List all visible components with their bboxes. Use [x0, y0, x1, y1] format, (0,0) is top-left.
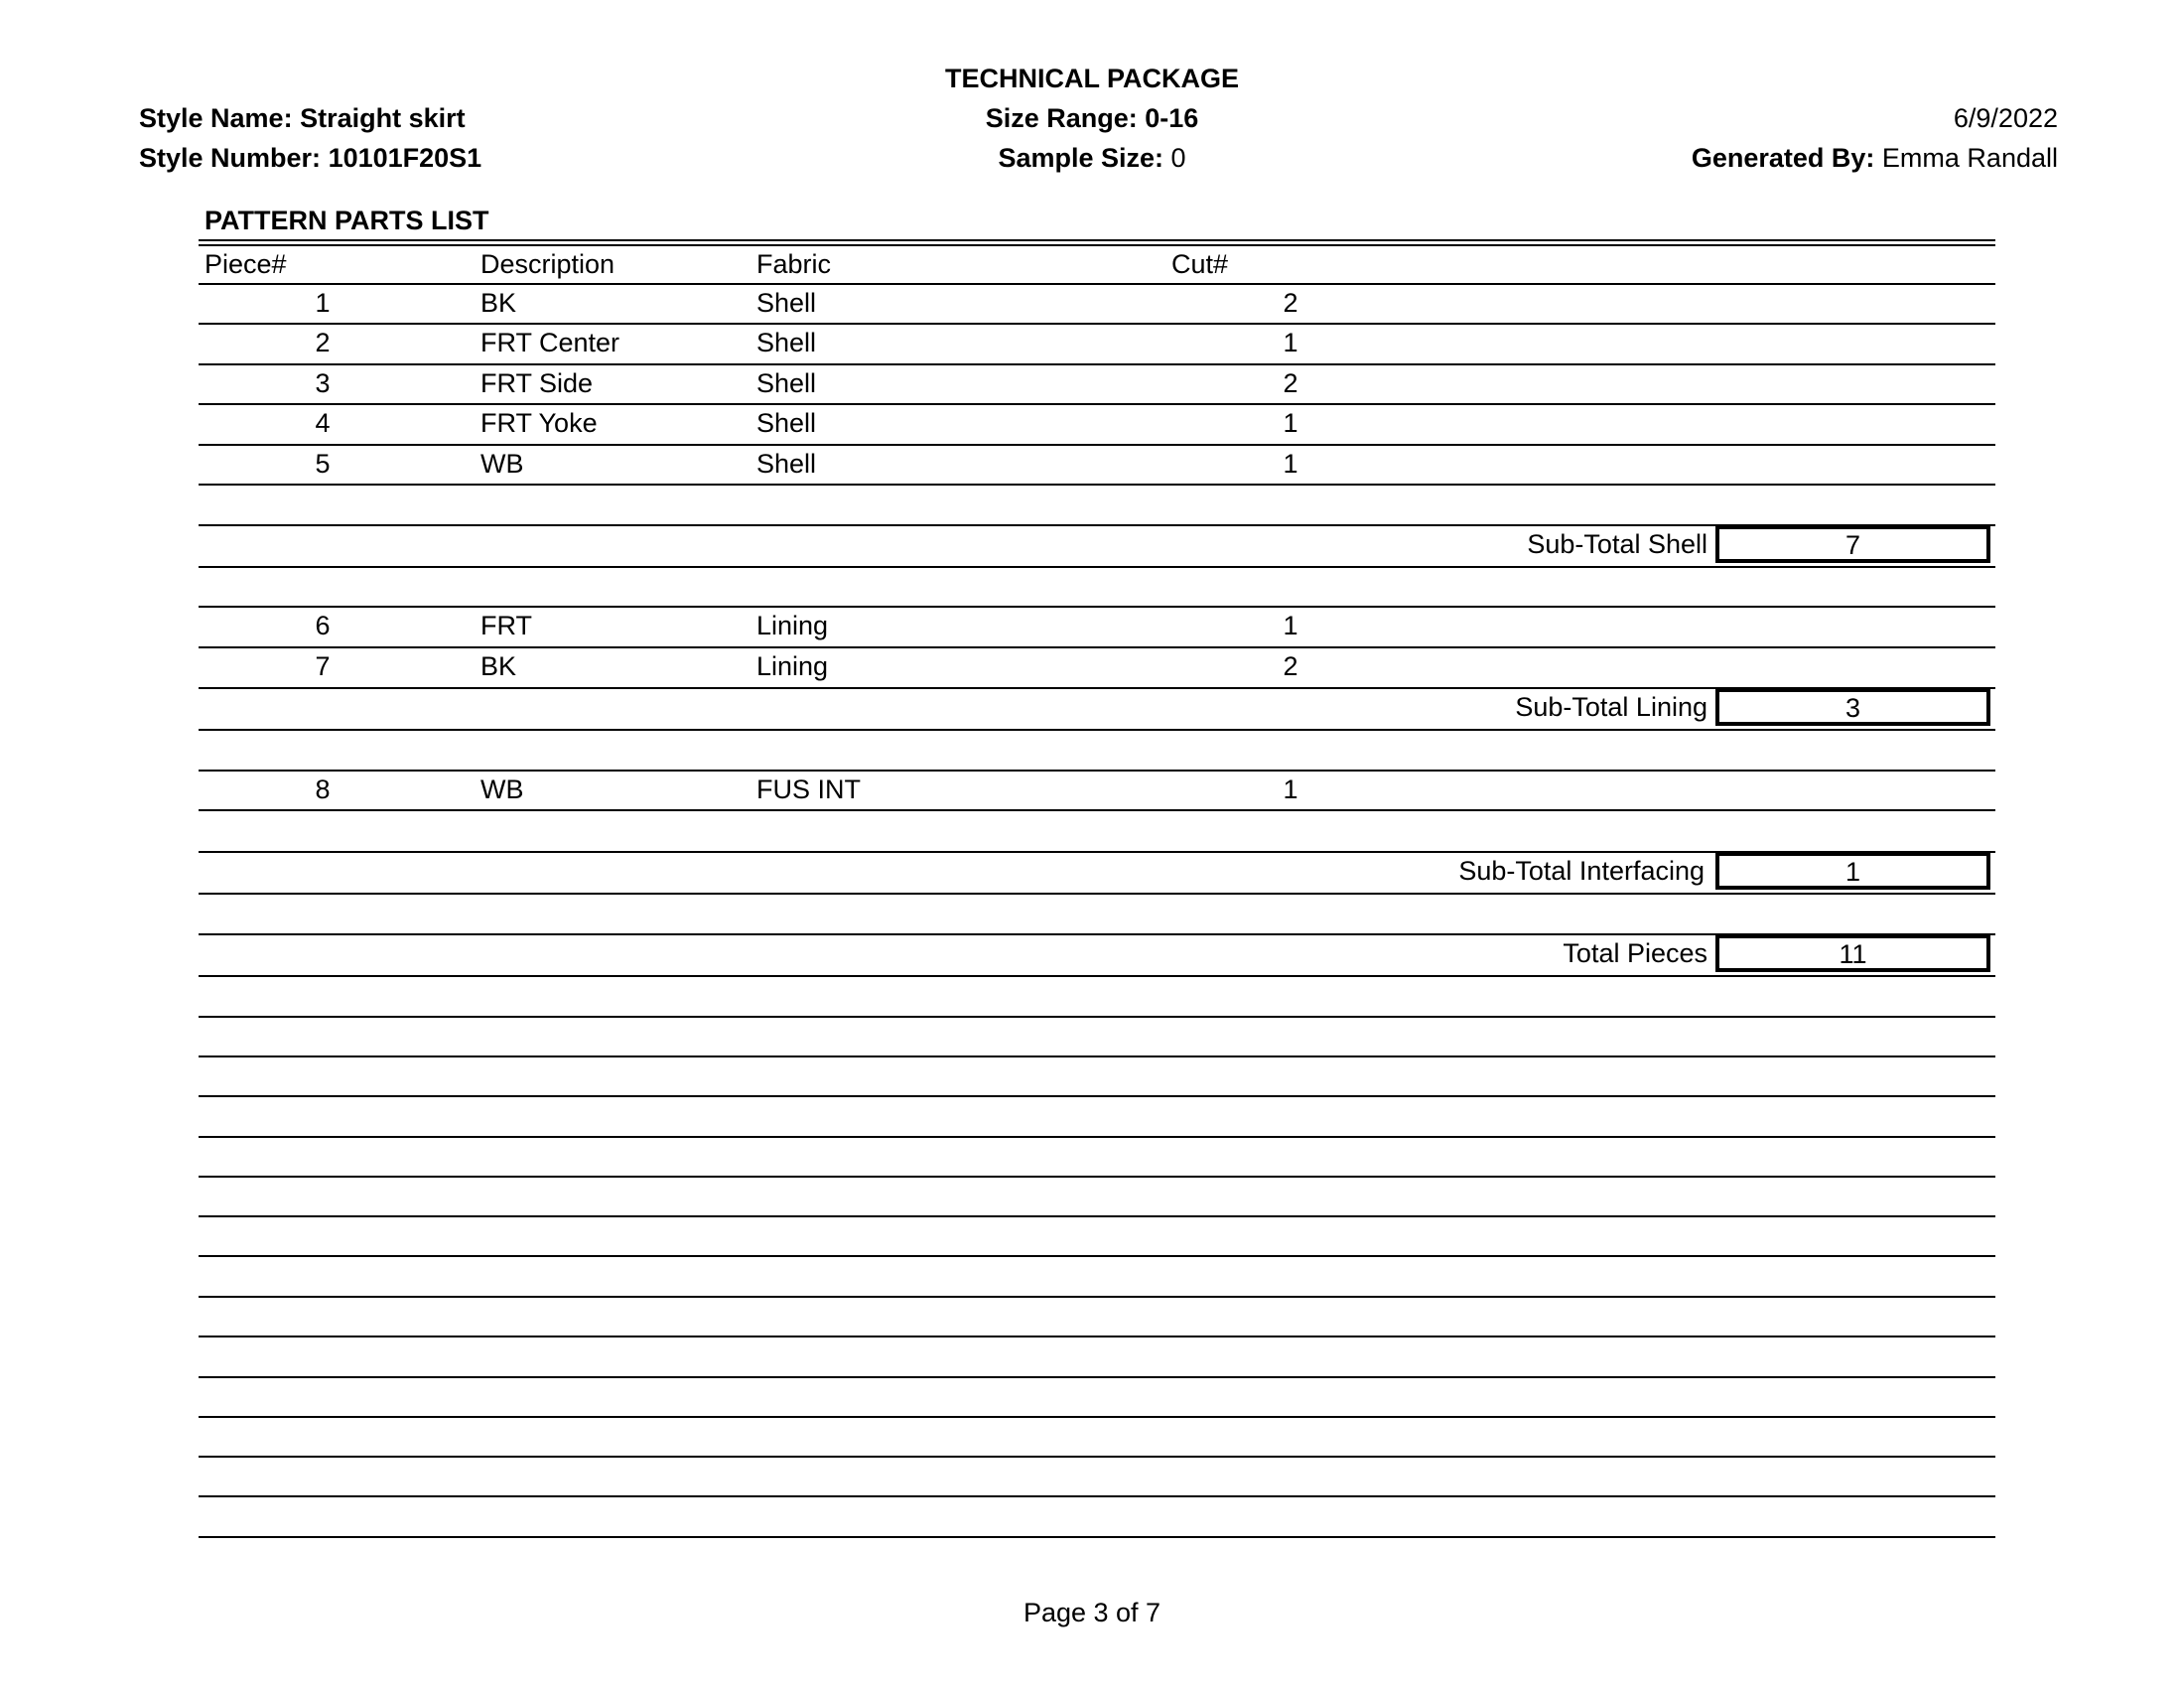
row-rule — [199, 1416, 1995, 1418]
row-rule — [199, 646, 1995, 648]
piece-description: FRT Center — [480, 328, 620, 357]
piece-number: 6 — [315, 611, 331, 640]
piece-number: 4 — [315, 408, 331, 438]
piece-description: WB — [480, 774, 524, 804]
style-number-label: Style Number: — [139, 143, 322, 173]
row-rule — [199, 1255, 1995, 1257]
sample-size-value: 0 — [1170, 143, 1186, 173]
row-rule — [199, 1495, 1995, 1497]
piece-fabric: Lining — [756, 651, 829, 681]
piece-cut: 2 — [1283, 288, 1298, 318]
column-header-description: Description — [480, 249, 615, 279]
piece-number: 3 — [315, 368, 331, 398]
piece-fabric: Shell — [756, 449, 817, 479]
row-rule — [199, 1296, 1995, 1298]
generated-by — [1692, 142, 2058, 174]
row-rule — [199, 363, 1995, 365]
piece-description: FRT Side — [480, 368, 594, 398]
row-rule — [199, 1095, 1995, 1097]
piece-number: 1 — [315, 288, 331, 318]
sample-size-label: Sample Size: — [998, 143, 1163, 173]
row-rule — [199, 1336, 1995, 1337]
style-info — [139, 102, 481, 174]
row-rule — [199, 1136, 1995, 1138]
row-rule — [199, 566, 1995, 568]
subtotal-lining-value: 3 — [1715, 688, 1990, 726]
piece-cut: 2 — [1283, 368, 1298, 398]
piece-fabric: FUS INT — [756, 774, 861, 804]
row-rule — [199, 770, 1995, 772]
title-rule-top — [199, 239, 1995, 241]
row-rule — [199, 1456, 1995, 1458]
row-rule — [199, 729, 1995, 731]
generated-by-label: Generated By: — [1691, 143, 1875, 173]
style-name-label: Style Name: — [139, 103, 293, 133]
subtotal-lining-label: Sub-Total Lining — [1515, 692, 1707, 722]
piece-cut: 1 — [1283, 328, 1298, 357]
subtotal-interfacing-label: Sub-Total Interfacing — [1458, 856, 1705, 886]
row-rule — [199, 1055, 1995, 1057]
piece-fabric: Shell — [756, 288, 817, 318]
piece-cut: 1 — [1283, 408, 1298, 438]
piece-cut: 1 — [1283, 449, 1298, 479]
piece-fabric: Shell — [756, 328, 817, 357]
row-rule — [199, 975, 1995, 977]
generated-by-value: Emma Randall — [1881, 143, 2058, 173]
generation-info — [1692, 102, 2058, 174]
row-rule — [199, 809, 1995, 811]
piece-fabric: Shell — [756, 408, 817, 438]
row-rule — [199, 606, 1995, 608]
piece-cut: 1 — [1283, 611, 1298, 640]
style-name-value: Straight skirt — [300, 103, 466, 133]
subtotal-shell-value: 7 — [1715, 525, 1990, 563]
row-rule — [199, 1376, 1995, 1378]
total-pieces-label: Total Pieces — [1563, 938, 1707, 968]
piece-description: FRT Yoke — [480, 408, 598, 438]
piece-description: WB — [480, 449, 524, 479]
row-rule — [199, 1536, 1995, 1538]
document-date: 6/9/2022 — [1953, 103, 2058, 133]
piece-description: FRT — [480, 611, 532, 640]
document-title: TECHNICAL PACKAGE — [944, 64, 1239, 93]
piece-fabric: Shell — [756, 368, 817, 398]
size-range-value: 0-16 — [1145, 103, 1199, 133]
row-rule — [199, 403, 1995, 405]
total-pieces-value: 11 — [1715, 934, 1990, 972]
sample-size — [893, 142, 1291, 174]
piece-description: BK — [480, 651, 517, 681]
style-name — [139, 102, 481, 134]
package-info — [893, 63, 1291, 174]
piece-description: BK — [480, 288, 517, 318]
title-rule-bottom — [199, 244, 1995, 246]
subtotal-shell-label: Sub-Total Shell — [1527, 529, 1707, 559]
piece-cut: 2 — [1283, 651, 1298, 681]
piece-number: 2 — [315, 328, 331, 357]
piece-cut: 1 — [1283, 774, 1298, 804]
column-header-cut: Cut# — [1171, 249, 1229, 279]
style-number — [139, 142, 481, 174]
column-header-piece: Piece# — [205, 249, 287, 279]
piece-number: 7 — [315, 651, 331, 681]
row-rule — [199, 1176, 1995, 1178]
row-rule — [199, 323, 1995, 325]
page-number: Page 3 of 7 — [1023, 1598, 1161, 1627]
column-header-fabric: Fabric — [756, 249, 832, 279]
row-rule — [199, 444, 1995, 446]
section-title: PATTERN PARTS LIST — [205, 206, 489, 235]
piece-number: 5 — [315, 449, 331, 479]
row-rule — [199, 893, 1995, 895]
row-rule — [199, 1016, 1995, 1018]
size-range-label: Size Range: — [985, 103, 1138, 133]
style-number-value: 10101F20S1 — [328, 143, 482, 173]
row-rule — [199, 484, 1995, 486]
row-rule — [199, 283, 1995, 285]
subtotal-interfacing-value: 1 — [1715, 852, 1990, 890]
piece-fabric: Lining — [756, 611, 829, 640]
piece-number: 8 — [315, 774, 331, 804]
size-range — [893, 102, 1291, 134]
row-rule — [199, 1215, 1995, 1217]
